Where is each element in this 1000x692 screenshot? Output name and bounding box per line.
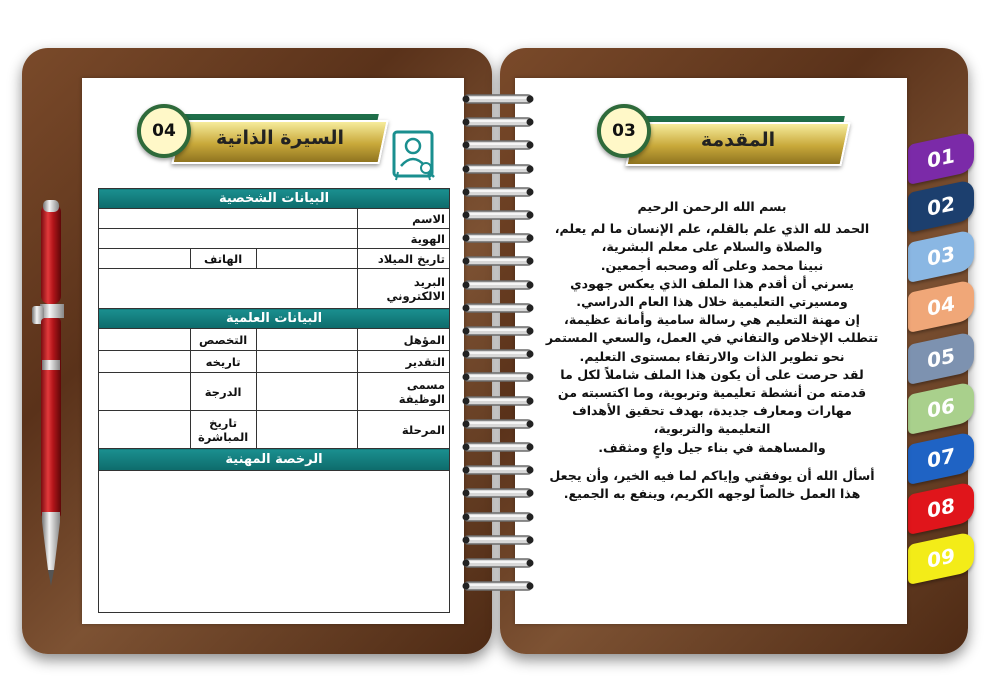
intro-line: بسم الله الرحمن الرحيم — [637, 199, 787, 214]
tab-08[interactable]: 08 — [908, 481, 974, 535]
license-box[interactable] — [99, 471, 450, 613]
cv-person-icon — [388, 128, 438, 182]
value-start-date[interactable] — [99, 411, 191, 449]
tab-01[interactable]: 01 — [908, 131, 974, 185]
label-stage: المرحلة — [358, 411, 450, 449]
intro-line: هذا العمل خالصاً لوجهه الكريم، وينفع به الجميع. — [563, 486, 861, 502]
pen-icon — [30, 200, 74, 590]
tab-05[interactable]: 05 — [908, 331, 974, 385]
spiral-ring — [462, 510, 534, 524]
intro-line: إن مهنة التعليم هي رسالة سامية وأمانة عظيمة، — [564, 312, 860, 328]
intro-line: الحمد لله الذي علم بالقلم، علم الإنسان ما لم يعلم، — [554, 221, 870, 237]
section-license: الرخصة المهنية — [99, 449, 450, 471]
label-qualification: المؤهل — [358, 329, 450, 351]
label-phone: الهاتف — [190, 249, 256, 269]
spiral-ring — [462, 92, 534, 106]
label-id: الهوية — [358, 229, 450, 249]
section-academic: البيانات العلمية — [99, 309, 450, 329]
tab-06[interactable]: 06 — [908, 381, 974, 435]
tab-04[interactable]: 04 — [908, 279, 974, 333]
value-phone[interactable] — [99, 249, 191, 269]
section-personal: البيانات الشخصية — [99, 189, 450, 209]
intro-line: التعليمية والتربوية، — [653, 421, 771, 437]
tab-07[interactable]: 07 — [908, 431, 974, 485]
label-name: الاسم — [358, 209, 450, 229]
intro-line: قدمته من أنشطة تعليمية وتربوية، وما اكتسبته من — [557, 385, 867, 401]
tab-02[interactable]: 02 — [908, 179, 974, 233]
spiral-ring — [462, 185, 534, 199]
left-page-badge: 04 — [137, 104, 191, 158]
intro-line: ومسيرتي التعليمية خلال هذا العام الدراسي. — [576, 294, 848, 310]
value-birth[interactable] — [256, 249, 358, 269]
spiral-ring — [462, 115, 534, 129]
intro-line: والصلاة والسلام على معلم البشرية، — [601, 239, 823, 255]
value-id[interactable] — [99, 229, 358, 249]
label-email: البريد الالكتروني — [358, 269, 450, 309]
cv-table — [98, 188, 450, 613]
intro-line: لقد حرصت على أن يكون هذا الملف شاملاً لكل ما — [560, 366, 864, 382]
tab-03[interactable]: 03 — [908, 229, 974, 283]
intro-line: نبينا محمد وعلى آله وصحبه أجمعين. — [600, 257, 824, 273]
left-page-title: السيرة الذاتية — [216, 127, 344, 149]
value-name[interactable] — [99, 209, 358, 229]
value-stage[interactable] — [256, 411, 358, 449]
spiral-ring — [462, 533, 534, 547]
value-email[interactable] — [99, 269, 358, 309]
label-grade: التقدير — [358, 351, 450, 373]
label-job: مسمى الوظيفة — [358, 373, 450, 411]
label-rank: الدرجة — [190, 373, 256, 411]
value-rank[interactable] — [99, 373, 191, 411]
label-start-date: تاريخ المباشرة — [190, 411, 256, 449]
value-specialty[interactable] — [99, 329, 191, 351]
intro-line: أسأل الله أن يوفقني وإياكم لما فيه الخير، وأن يجعل — [549, 467, 875, 483]
right-page-badge: 03 — [597, 104, 651, 158]
value-grade-date[interactable] — [99, 351, 191, 373]
intro-line: والمساهمة في بناء جيل واعٍ ومثقف. — [598, 439, 826, 455]
intro-line: مهارات ومعارف جديدة، بهدف تحقيق الأهداف — [572, 403, 852, 419]
spiral-ring — [462, 138, 534, 152]
spiral-ring — [462, 556, 534, 570]
label-birth: تاريخ الميلاد — [358, 249, 450, 269]
value-job[interactable] — [256, 373, 358, 411]
introduction-text — [524, 198, 900, 503]
value-grade[interactable] — [256, 351, 358, 373]
spiral-ring — [462, 579, 534, 593]
label-specialty: التخصص — [190, 329, 256, 351]
tab-09[interactable]: 09 — [908, 531, 974, 585]
right-page-title: المقدمة — [700, 129, 776, 151]
spiral-ring — [462, 162, 534, 176]
intro-line: يسرني أن أقدم هذا الملف الذي يعكس جهودي — [570, 275, 854, 291]
intro-line: نحو تطوير الذات والارتقاء بمستوى التعليم. — [579, 348, 845, 364]
label-grade-date: تاريخه — [190, 351, 256, 373]
intro-line: تتطلب الإخلاص والتفاني في العمل، والسعي المستمر — [545, 330, 879, 346]
value-qualification[interactable] — [256, 329, 358, 351]
